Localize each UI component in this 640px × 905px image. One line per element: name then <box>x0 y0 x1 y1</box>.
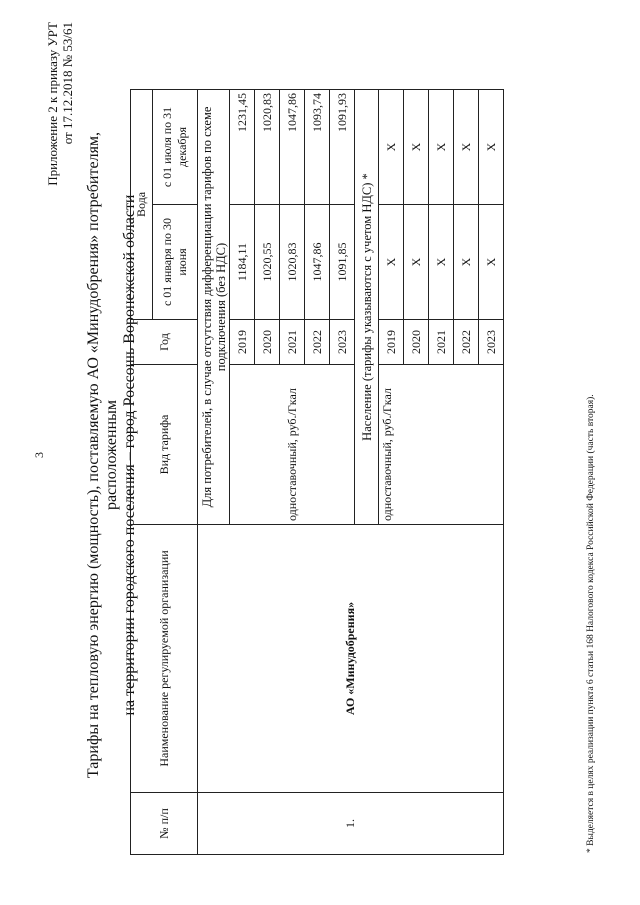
year-cell: 2020 <box>255 320 280 365</box>
year-cell: 2022 <box>305 320 330 365</box>
tariff-table <box>130 89 504 855</box>
value-cell: 1020,83 <box>255 90 280 205</box>
appendix-line-1: Приложение 2 к приказу УРТ <box>45 22 60 186</box>
footnote: * Выделяется в целях реализации пункта 6 статьи 168 Налогового кодекса Российской Федерации (часть вторая). <box>586 394 596 853</box>
tariff-type-cell: одноставочный, руб./Гкал <box>379 365 504 525</box>
organization-name: АО «Минудобрения» <box>198 525 504 793</box>
year-cell: 2023 <box>330 320 355 365</box>
header-number: № п/п <box>131 793 198 855</box>
header-period-1: с 01 января по 30 июня <box>153 205 198 320</box>
header-organization: Наименование регулируемой организации <box>131 525 198 793</box>
value-cell: Х <box>404 90 429 205</box>
value-cell: Х <box>479 90 504 205</box>
year-cell: 2022 <box>454 320 479 365</box>
header-year: Год <box>131 320 198 365</box>
year-cell: 2023 <box>479 320 504 365</box>
header-tariff-type: Вид тарифа <box>131 365 198 525</box>
value-cell: 1091,85 <box>330 205 355 320</box>
year-cell: 2021 <box>280 320 305 365</box>
title-line-1: Тарифы на тепловую энергию (мощность), поставляемую АО «Минудобрения» потребителям, расположенным <box>85 131 120 779</box>
appendix-reference <box>45 22 75 186</box>
value-cell: Х <box>429 90 454 205</box>
year-cell: 2019 <box>379 320 404 365</box>
header-period-2: с 01 июля по 31 декабря <box>153 90 198 205</box>
value-cell: 1020,55 <box>255 205 280 320</box>
value-cell: 1184,11 <box>230 205 255 320</box>
tariff-type-cell: одноставочный, руб./Гкал <box>230 365 355 525</box>
value-cell: 1047,86 <box>305 205 330 320</box>
value-cell: 1020,83 <box>280 205 305 320</box>
year-cell: 2019 <box>230 320 255 365</box>
section-1-row <box>198 90 230 855</box>
header-water: Вода <box>131 90 153 320</box>
value-cell: Х <box>429 205 454 320</box>
section-1-title: Для потребителей, в случае отсутствия дифференциации тарифов по схеме подключения (без НДС) <box>198 90 230 525</box>
table-header-row <box>131 90 153 855</box>
value-cell: 1091,93 <box>330 90 355 205</box>
row-number: 1. <box>198 793 504 855</box>
value-cell: 1047,86 <box>280 90 305 205</box>
value-cell: Х <box>379 90 404 205</box>
year-cell: 2020 <box>404 320 429 365</box>
appendix-line-2: от 17.12.2018 № 53/61 <box>60 22 75 145</box>
section-2-title: Население (тарифы указываются с учетом НДС) * <box>355 90 379 525</box>
title-line-2: на территории городского поселения – город Россошь Воронежской области <box>121 194 138 716</box>
value-cell: Х <box>479 205 504 320</box>
value-cell: 1093,74 <box>305 90 330 205</box>
value-cell: Х <box>379 205 404 320</box>
value-cell: Х <box>404 205 429 320</box>
value-cell: 1231,45 <box>230 90 255 205</box>
value-cell: Х <box>454 90 479 205</box>
year-cell: 2021 <box>429 320 454 365</box>
value-cell: Х <box>454 205 479 320</box>
page-number: 3 <box>32 452 46 458</box>
